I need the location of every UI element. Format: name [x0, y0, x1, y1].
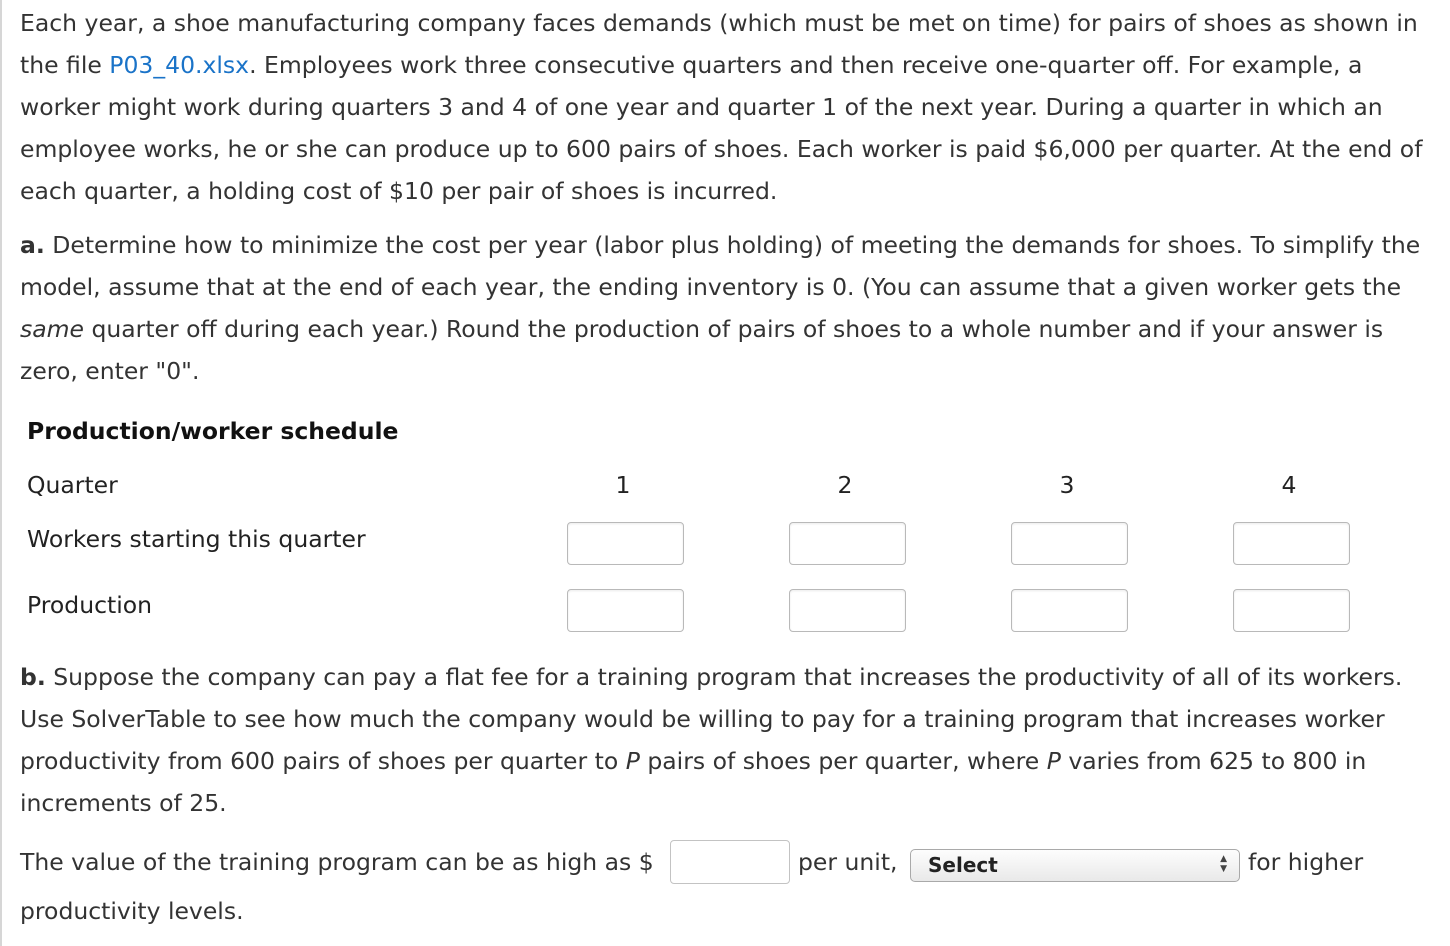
- workers-input-q2[interactable]: [789, 522, 906, 565]
- production-input-q1[interactable]: [567, 589, 684, 632]
- left-border: [0, 0, 2, 946]
- intro-text-1: Each year, a shoe manufacturing company faces demands (which must be met on time) for pairs of shoes as shown in the file: [20, 9, 1418, 79]
- for-higher-label: for higher: [1248, 848, 1364, 876]
- part-b-p-variable-2: P: [1046, 747, 1061, 775]
- comparison-select[interactable]: [910, 849, 1240, 882]
- production-label: Production: [27, 591, 153, 619]
- part-b-text-2: pairs of shoes per quarter, where: [639, 747, 1047, 775]
- production-input-q2[interactable]: [789, 589, 906, 632]
- part-a-paragraph: [20, 224, 1445, 392]
- part-a-label: a.: [20, 231, 45, 259]
- value-prefix: The value of the training program can be as high as $: [20, 848, 654, 876]
- file-link[interactable]: P03_40.xlsx: [109, 51, 250, 79]
- workers-label: Workers starting this quarter: [27, 525, 366, 553]
- workers-input-q1[interactable]: [567, 522, 684, 565]
- quarter-header-1: 1: [615, 471, 631, 499]
- schedule-title: Production/worker schedule: [27, 417, 399, 445]
- workers-input-q4[interactable]: [1233, 522, 1350, 565]
- training-value-input[interactable]: [670, 840, 790, 884]
- quarter-header-3: 3: [1059, 471, 1075, 499]
- quarter-label: Quarter: [27, 471, 118, 499]
- part-b-p-variable-1: P: [625, 747, 640, 775]
- workers-input-q3[interactable]: [1011, 522, 1128, 565]
- select-updown-icon: ▲ ▼: [1220, 854, 1227, 874]
- intro-text-2: . Employees work three consecutive quarters and then receive one-quarter off. For example, a worker might work during quarters 3 and 4 of one year and quarter 1 of the next year. During a quarter in which an employee works, he or she can produce up to 600 pairs of shoes. Each worker is paid $6,000 per quarter. At the end of each quarter, a holding cost of $10 per pair of shoes is incurred.: [20, 51, 1423, 205]
- production-input-q3[interactable]: [1011, 589, 1128, 632]
- part-b-paragraph: [20, 656, 1445, 824]
- intro-paragraph: [20, 2, 1445, 212]
- quarter-header-4: 4: [1281, 471, 1297, 499]
- per-unit-label: per unit,: [798, 848, 898, 876]
- quarter-header-2: 2: [837, 471, 853, 499]
- part-b-label: b.: [20, 663, 46, 691]
- final-line: productivity levels.: [20, 897, 244, 925]
- select-value: Select: [928, 853, 998, 877]
- production-input-q4[interactable]: [1233, 589, 1350, 632]
- part-b-text-3: varies from 625 to 800 in increments of 25.: [20, 747, 1367, 817]
- part-b-text-1: Suppose the company can pay a flat fee for a training program that increases the productivity of all of its workers. Use SolverTable to see how much the company would be willing to pay for a training program that increases worker productivity from 600 pairs of shoes per quarter to: [20, 663, 1403, 775]
- part-a-text-1: Determine how to minimize the cost per year (labor plus holding) of meeting the demands for shoes. To simplify the model, assume that at the end of each year, the ending inventory is 0. (You can assume that a given worker gets the: [20, 231, 1421, 301]
- part-a-italic: same: [20, 315, 84, 343]
- part-a-text-2: quarter off during each year.) Round the production of pairs of shoes to a whole number and if your answer is zero, enter "0".: [20, 315, 1384, 385]
